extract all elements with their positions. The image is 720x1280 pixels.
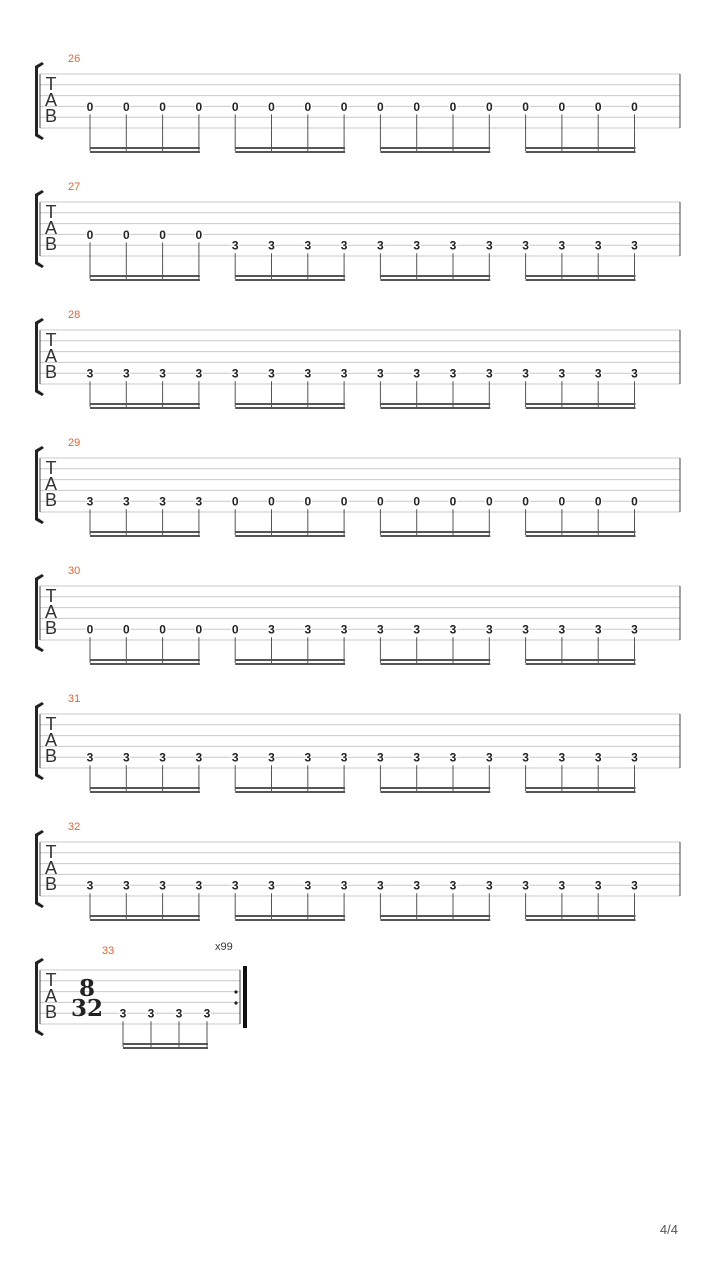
beam-29-2-0 xyxy=(380,531,490,533)
beam-26-0-1 xyxy=(90,151,200,153)
fret-number: 0 xyxy=(86,99,94,114)
beam-28-0-0 xyxy=(90,403,200,405)
beam-26-2-0 xyxy=(380,147,490,149)
fret-number: 0 xyxy=(86,622,94,637)
fret-number: 3 xyxy=(377,622,384,637)
beam-28-3-1 xyxy=(526,407,636,409)
beam-28-0-1 xyxy=(90,407,200,409)
fret-number: 3 xyxy=(122,494,130,509)
fret-number: 0 xyxy=(594,494,602,509)
fret-number: 0 xyxy=(304,99,312,114)
fret-number: 3 xyxy=(304,622,312,637)
fret-number: 3 xyxy=(522,366,529,381)
beam-33-0-1 xyxy=(123,1047,208,1049)
beam-32-3-1 xyxy=(526,919,636,921)
fret-number: 3 xyxy=(122,366,130,381)
fret-number: 0 xyxy=(340,99,348,114)
fret-number: 3 xyxy=(449,878,457,893)
fret-number: 0 xyxy=(231,494,239,509)
fret-number: 3 xyxy=(340,750,348,765)
tab-clef-letter-26-2: B xyxy=(44,106,58,126)
fret-number: 3 xyxy=(558,878,566,893)
fret-number: 0 xyxy=(413,99,421,114)
beam-31-2-0 xyxy=(380,787,490,789)
tab-clef-letter-30-2: B xyxy=(44,618,58,638)
fret-number: 0 xyxy=(122,99,130,114)
fret-number: 3 xyxy=(122,750,130,765)
fret-number: 3 xyxy=(195,366,203,381)
fret-number: 3 xyxy=(340,878,348,893)
beam-28-2-0 xyxy=(380,403,490,405)
fret-number: 3 xyxy=(594,750,602,765)
fret-number: 0 xyxy=(159,622,166,637)
fret-number: 0 xyxy=(195,622,203,637)
tab-clef-letter-29-0: T xyxy=(45,458,57,478)
tab-clef-letter-28-1: A xyxy=(44,346,58,366)
fret-number: 3 xyxy=(413,366,421,381)
fret-number: 0 xyxy=(558,494,566,509)
fret-number: 0 xyxy=(449,494,457,509)
tab-clef-letter-29-1: A xyxy=(44,474,58,494)
fret-number: 3 xyxy=(413,750,421,765)
beam-27-1-0 xyxy=(235,275,345,277)
measure-number-28: 28 xyxy=(68,309,81,321)
tab-clef-letter-32-1: A xyxy=(44,858,58,878)
fret-number: 3 xyxy=(231,878,239,893)
beam-31-1-1 xyxy=(235,791,345,793)
tab-clef-letter-33-2: B xyxy=(44,1002,58,1022)
fret-number: 0 xyxy=(195,227,203,242)
fret-number: 3 xyxy=(195,494,203,509)
time-signature-denominator: 32 xyxy=(70,995,104,1022)
beam-28-3-0 xyxy=(526,403,636,405)
fret-number: 3 xyxy=(231,750,239,765)
beam-32-1-0 xyxy=(235,915,345,917)
fret-number: 3 xyxy=(86,878,94,893)
fret-number: 3 xyxy=(485,878,493,893)
fret-number: 3 xyxy=(86,366,94,381)
tab-clef-letter-27-1: A xyxy=(44,218,58,238)
beam-31-0-0 xyxy=(90,787,200,789)
beam-27-0-1 xyxy=(90,279,200,281)
fret-number: 0 xyxy=(631,99,638,114)
tab-clef-letter-30-0: T xyxy=(45,586,57,606)
repeat-dot-lower xyxy=(234,1001,237,1004)
measure-number-29: 29 xyxy=(68,437,81,449)
fret-number: 3 xyxy=(449,750,457,765)
beam-33-0-0 xyxy=(123,1043,208,1045)
fret-number: 3 xyxy=(485,366,493,381)
fret-number: 3 xyxy=(268,750,275,765)
repeat-dot-upper xyxy=(234,990,237,993)
fret-number: 3 xyxy=(558,622,566,637)
beam-32-2-1 xyxy=(380,919,490,921)
fret-number: 3 xyxy=(304,878,312,893)
beam-31-3-0 xyxy=(526,787,636,789)
tab-clef-letter-26-0: T xyxy=(45,74,57,94)
tab-clef-letter-31-0: T xyxy=(45,714,57,734)
fret-number: 3 xyxy=(631,238,638,253)
measure-number-32: 32 xyxy=(68,821,81,833)
tab-clef-letter-32-0: T xyxy=(45,842,57,862)
fret-number: 3 xyxy=(449,366,457,381)
tab-clef-letter-30-1: A xyxy=(44,602,58,622)
beam-31-0-1 xyxy=(90,791,200,793)
fret-number: 3 xyxy=(485,622,493,637)
beam-29-1-0 xyxy=(235,531,345,533)
fret-number: 3 xyxy=(340,238,348,253)
measure-number-30: 30 xyxy=(68,565,81,577)
tab-clef-letter-31-1: A xyxy=(44,730,58,750)
beam-26-3-1 xyxy=(526,151,636,153)
measure-number-33: 33 xyxy=(102,945,115,957)
beam-32-3-0 xyxy=(526,915,636,917)
tab-clef-letter-31-2: B xyxy=(44,746,58,766)
fret-number: 3 xyxy=(558,238,566,253)
fret-number: 3 xyxy=(86,750,94,765)
fret-number: 3 xyxy=(203,1006,211,1021)
fret-number: 3 xyxy=(159,494,166,509)
fret-number: 0 xyxy=(377,99,384,114)
fret-number: 3 xyxy=(231,238,239,253)
fret-number: 0 xyxy=(122,227,130,242)
beam-26-0-0 xyxy=(90,147,200,149)
beam-31-1-0 xyxy=(235,787,345,789)
fret-number: 3 xyxy=(377,878,384,893)
fret-number: 3 xyxy=(122,878,130,893)
beam-30-0-1 xyxy=(90,663,200,665)
fret-number: 3 xyxy=(147,1006,155,1021)
fret-number: 3 xyxy=(119,1006,127,1021)
fret-number: 3 xyxy=(485,750,493,765)
beam-30-3-1 xyxy=(526,663,636,665)
fret-number: 0 xyxy=(485,494,493,509)
fret-number: 3 xyxy=(522,750,529,765)
fret-number: 3 xyxy=(304,238,312,253)
fret-number: 3 xyxy=(413,622,421,637)
fret-number: 3 xyxy=(631,366,638,381)
fret-number: 3 xyxy=(377,750,384,765)
beam-30-3-0 xyxy=(526,659,636,661)
fret-number: 3 xyxy=(268,878,275,893)
beam-26-3-0 xyxy=(526,147,636,149)
measure-number-27: 27 xyxy=(68,181,81,193)
fret-number: 3 xyxy=(159,750,166,765)
beam-29-0-1 xyxy=(90,535,200,537)
beam-30-2-0 xyxy=(380,659,490,661)
fret-number: 0 xyxy=(522,99,529,114)
fret-number: 3 xyxy=(268,622,275,637)
fret-number: 3 xyxy=(413,238,421,253)
page-number: 4/4 xyxy=(659,1222,678,1237)
fret-number: 3 xyxy=(377,238,384,253)
fret-number: 3 xyxy=(522,238,529,253)
fret-number: 3 xyxy=(631,878,638,893)
fret-number: 3 xyxy=(195,750,203,765)
fret-number: 0 xyxy=(377,494,384,509)
beam-30-2-1 xyxy=(380,663,490,665)
fret-number: 3 xyxy=(449,238,457,253)
fret-number: 3 xyxy=(175,1006,183,1021)
fret-number: 0 xyxy=(159,99,166,114)
beam-27-2-1 xyxy=(380,279,490,281)
fret-number: 3 xyxy=(558,366,566,381)
beam-28-1-0 xyxy=(235,403,345,405)
repeat-thick-barline xyxy=(243,966,247,1028)
beam-29-2-1 xyxy=(380,535,490,537)
fret-number: 3 xyxy=(631,622,638,637)
beam-31-3-1 xyxy=(526,791,636,793)
fret-number: 3 xyxy=(304,750,312,765)
fret-number: 0 xyxy=(340,494,348,509)
tab-clef-letter-28-2: B xyxy=(44,362,58,382)
beam-27-0-0 xyxy=(90,275,200,277)
beam-30-0-0 xyxy=(90,659,200,661)
fret-number: 3 xyxy=(340,366,348,381)
fret-number: 3 xyxy=(485,238,493,253)
fret-number: 3 xyxy=(377,366,384,381)
fret-number: 3 xyxy=(522,622,529,637)
fret-number: 0 xyxy=(413,494,421,509)
beam-27-1-1 xyxy=(235,279,345,281)
fret-number: 3 xyxy=(594,622,602,637)
fret-number: 3 xyxy=(304,366,312,381)
tab-clef-letter-32-2: B xyxy=(44,874,58,894)
fret-number: 0 xyxy=(268,494,275,509)
beam-32-0-1 xyxy=(90,919,200,921)
time-signature-numerator: 8 xyxy=(78,975,96,1002)
measure-number-31: 31 xyxy=(68,693,81,705)
fret-number: 0 xyxy=(231,99,239,114)
tab-clef-letter-29-2: B xyxy=(44,490,58,510)
fret-number: 3 xyxy=(594,238,602,253)
fret-number: 3 xyxy=(86,494,94,509)
fret-number: 0 xyxy=(122,622,130,637)
fret-number: 3 xyxy=(449,622,457,637)
beam-31-2-1 xyxy=(380,791,490,793)
beam-27-2-0 xyxy=(380,275,490,277)
fret-number: 0 xyxy=(449,99,457,114)
fret-number: 3 xyxy=(159,366,166,381)
beam-26-2-1 xyxy=(380,151,490,153)
fret-number: 0 xyxy=(231,622,239,637)
fret-number: 0 xyxy=(522,494,529,509)
fret-number: 3 xyxy=(231,366,239,381)
fret-number: 0 xyxy=(159,227,166,242)
repeat-count: x99 xyxy=(215,941,233,953)
beam-29-3-0 xyxy=(526,531,636,533)
fret-number: 0 xyxy=(268,99,275,114)
fret-number: 0 xyxy=(485,99,493,114)
fret-number: 3 xyxy=(195,878,203,893)
fret-number: 0 xyxy=(86,227,94,242)
beam-32-1-1 xyxy=(235,919,345,921)
tab-clef-letter-26-1: A xyxy=(44,90,58,110)
tab-clef-letter-27-0: T xyxy=(45,202,57,222)
fret-number: 0 xyxy=(594,99,602,114)
tab-clef-letter-27-2: B xyxy=(44,234,58,254)
beam-29-1-1 xyxy=(235,535,345,537)
beam-27-3-1 xyxy=(526,279,636,281)
beam-29-0-0 xyxy=(90,531,200,533)
fret-number: 3 xyxy=(268,238,275,253)
beam-26-1-1 xyxy=(235,151,345,153)
beam-29-3-1 xyxy=(526,535,636,537)
beam-26-1-0 xyxy=(235,147,345,149)
measure-number-26: 26 xyxy=(68,53,81,65)
beam-27-3-0 xyxy=(526,275,636,277)
beam-30-1-1 xyxy=(235,663,345,665)
fret-number: 3 xyxy=(522,878,529,893)
fret-number: 0 xyxy=(195,99,203,114)
fret-number: 3 xyxy=(558,750,566,765)
fret-number: 3 xyxy=(594,878,602,893)
fret-number: 3 xyxy=(413,878,421,893)
fret-number: 0 xyxy=(304,494,312,509)
fret-number: 3 xyxy=(631,750,638,765)
fret-number: 0 xyxy=(558,99,566,114)
fret-number: 0 xyxy=(631,494,638,509)
beam-32-0-0 xyxy=(90,915,200,917)
fret-number: 3 xyxy=(268,366,275,381)
tab-clef-letter-33-0: T xyxy=(45,970,57,990)
tab-clef-letter-28-0: T xyxy=(45,330,57,350)
fret-number: 3 xyxy=(594,366,602,381)
fret-number: 3 xyxy=(159,878,166,893)
tab-clef-letter-33-1: A xyxy=(44,986,58,1006)
beam-30-1-0 xyxy=(235,659,345,661)
beam-32-2-0 xyxy=(380,915,490,917)
beam-28-1-1 xyxy=(235,407,345,409)
fret-number: 3 xyxy=(340,622,348,637)
beam-28-2-1 xyxy=(380,407,490,409)
